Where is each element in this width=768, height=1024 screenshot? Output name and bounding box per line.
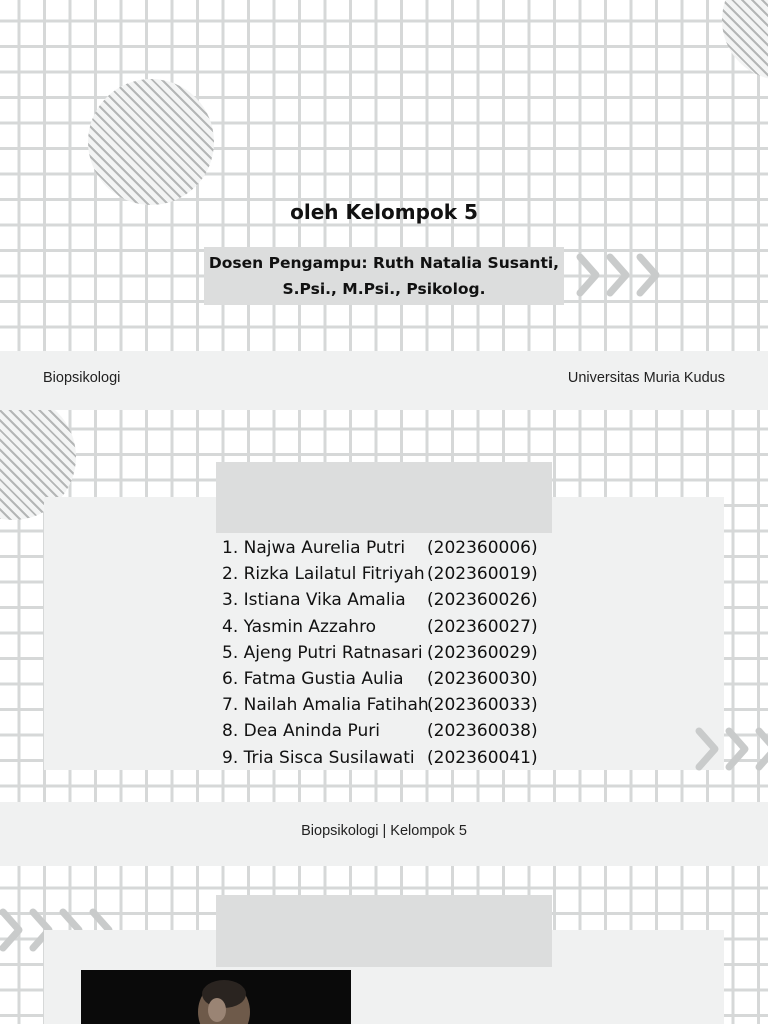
list-item [222,666,562,692]
member-nim: (202360030) [427,669,538,690]
chevron-right-icon [694,726,720,772]
list-item [222,587,562,613]
list-item [222,535,562,561]
member-name: 6. Fatma Gustia Aulia [222,669,404,690]
member-nim: (202360033) [427,695,538,716]
member-nim: (202360019) [427,564,538,585]
list-item [222,745,562,771]
chevron-right-icon [754,726,768,772]
member-name: 7. Nailah Amalia Fatihah [222,695,429,716]
member-name: 4. Yasmin Azzahro [222,616,377,637]
member-name: 2. Rizka Lailatul Fitriyah [222,564,425,585]
list-item [222,718,562,744]
portrait-photo [81,970,351,1024]
member-name: 8. Dea Aninda Puri [222,721,380,742]
chevron-right-icon [724,726,750,772]
member-nim: (202360029) [427,642,538,663]
chevron-right-icon [0,907,24,953]
member-name: 9. Tria Sisca Susilawati [222,747,415,768]
hatched-circle-decoration [88,79,214,205]
list-item [222,640,562,666]
list-item [222,692,562,718]
chevron-row-decoration [694,726,768,772]
university-label: Universitas Muria Kudus [567,370,725,386]
list-item [222,614,562,640]
member-nim: (202360038) [427,721,538,742]
member-name: 1. Najwa Aurelia Putri [222,538,406,558]
member-list [222,535,562,771]
course-label: Biopsikologi [43,370,121,386]
member-nim: (202360041) [427,747,538,768]
portrait-figure [81,970,351,1024]
member-name: 3. Istiana Vika Amalia [222,590,406,611]
member-nim: (202360026) [427,590,538,611]
footer-label: Biopsikologi | Kelompok 5 [301,823,467,839]
chevron-right-icon [635,252,661,298]
chevron-right-icon [575,252,601,298]
chevron-row-decoration [575,252,661,298]
group-title: oleh Kelompok 5 [290,200,478,224]
chevron-right-icon [605,252,631,298]
member-nim: (202360006) [427,538,538,558]
content-header-box [216,895,552,967]
list-item [222,561,562,587]
member-nim: (202360027) [427,616,538,637]
lecturer-box: Dosen Pengampu: Ruth Natalia Susanti, S.Psi., M.Psi., Psikolog. [204,247,564,305]
member-name: 5. Ajeng Putri Ratnasari [222,642,423,663]
hatched-circle-decoration [722,0,768,80]
member-header-box [216,462,552,533]
